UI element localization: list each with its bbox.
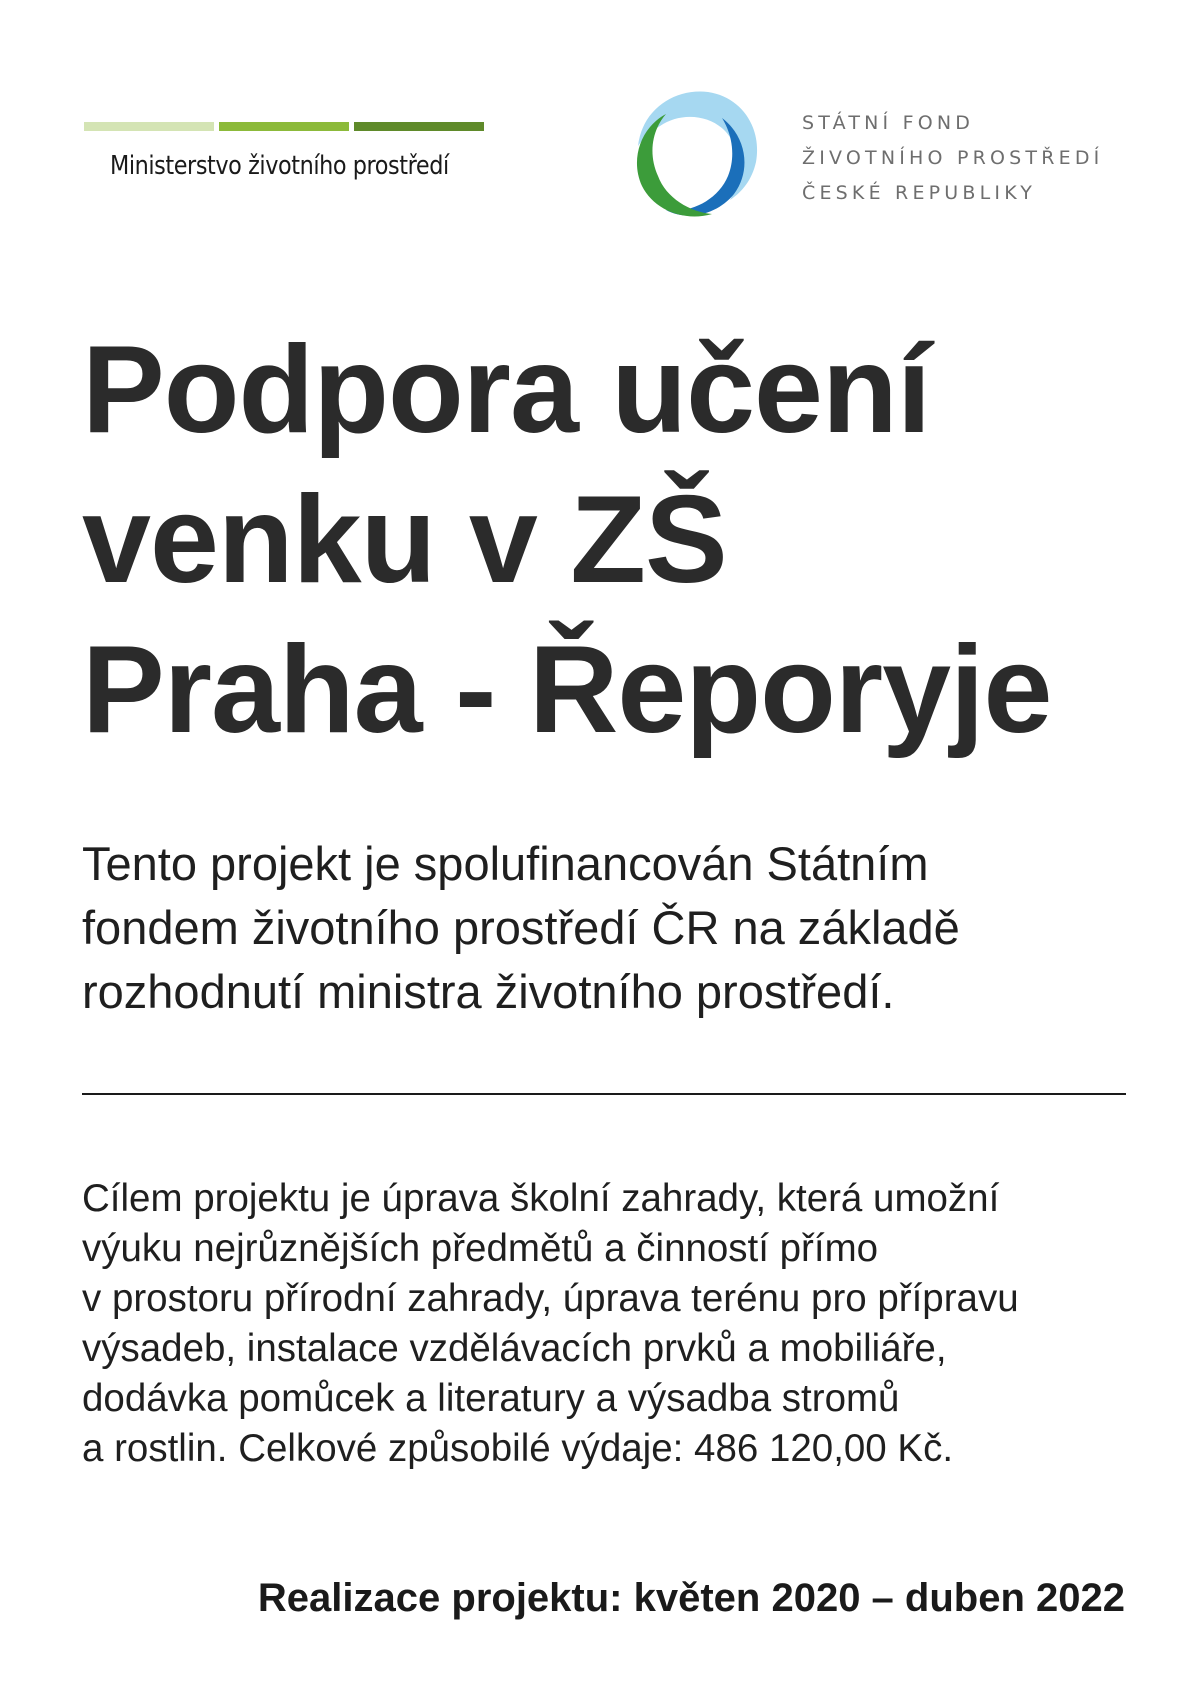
project-description-line: výsadeb, instalace vzdělávacích prvků a mobiliáře, xyxy=(82,1327,947,1370)
project-title-line: venku v ZŠ xyxy=(82,471,727,609)
emblem-green-arc xyxy=(637,114,712,216)
project-title-line: Praha - Řeporyje xyxy=(82,621,1052,759)
fund-logo xyxy=(626,84,1126,224)
funding-statement-line: rozhodnutí ministra životního prostředí. xyxy=(82,965,895,1018)
project-description-line: Cílem projektu je úprava školní zahrady, která umožní xyxy=(82,1177,1000,1220)
fund-name-line: STÁTNÍ FOND xyxy=(802,112,975,134)
project-description-line: výuku nejrůznějších předmětů a činností přímo xyxy=(82,1227,879,1270)
project-realization-period: Realizace projektu: květen 2020 – duben 2022 xyxy=(257,1576,1125,1620)
ministry-name: Ministerstvo životního prostředí xyxy=(110,151,449,181)
ministry-logo xyxy=(84,122,484,181)
funding-statement-line: fondem životního prostředí ČR na základě xyxy=(82,901,960,954)
project-description-line: a rostlin. Celkové způsobilé výdaje: 486 120,00 Kč. xyxy=(82,1427,954,1470)
ministry-bar-dark xyxy=(354,122,484,131)
fund-emblem-icon xyxy=(626,84,762,220)
fund-name-line: ČESKÉ REPUBLIKY xyxy=(802,182,1037,204)
project-description-line: dodávka pomůcek a literatury a výsadba stromů xyxy=(82,1377,900,1420)
funding-statement-line: Tento projekt je spolufinancován Státním xyxy=(82,837,929,890)
funding-statement xyxy=(82,832,1142,1024)
ministry-color-bars xyxy=(84,122,484,131)
ministry-bar-medium xyxy=(219,122,349,131)
fund-name xyxy=(802,106,1103,211)
ministry-bar-light xyxy=(84,122,214,131)
divider xyxy=(82,1093,1126,1095)
project-title-line: Podpora učení xyxy=(82,321,931,459)
emblem-blue-arc xyxy=(666,118,744,216)
project-description xyxy=(82,1174,1142,1474)
fund-name-line: ŽIVOTNÍHO PROSTŘEDÍ xyxy=(802,147,1104,169)
project-description-line: v prostoru přírodní zahrady, úprava terénu pro přípravu xyxy=(82,1277,1019,1320)
project-title xyxy=(82,315,1142,765)
